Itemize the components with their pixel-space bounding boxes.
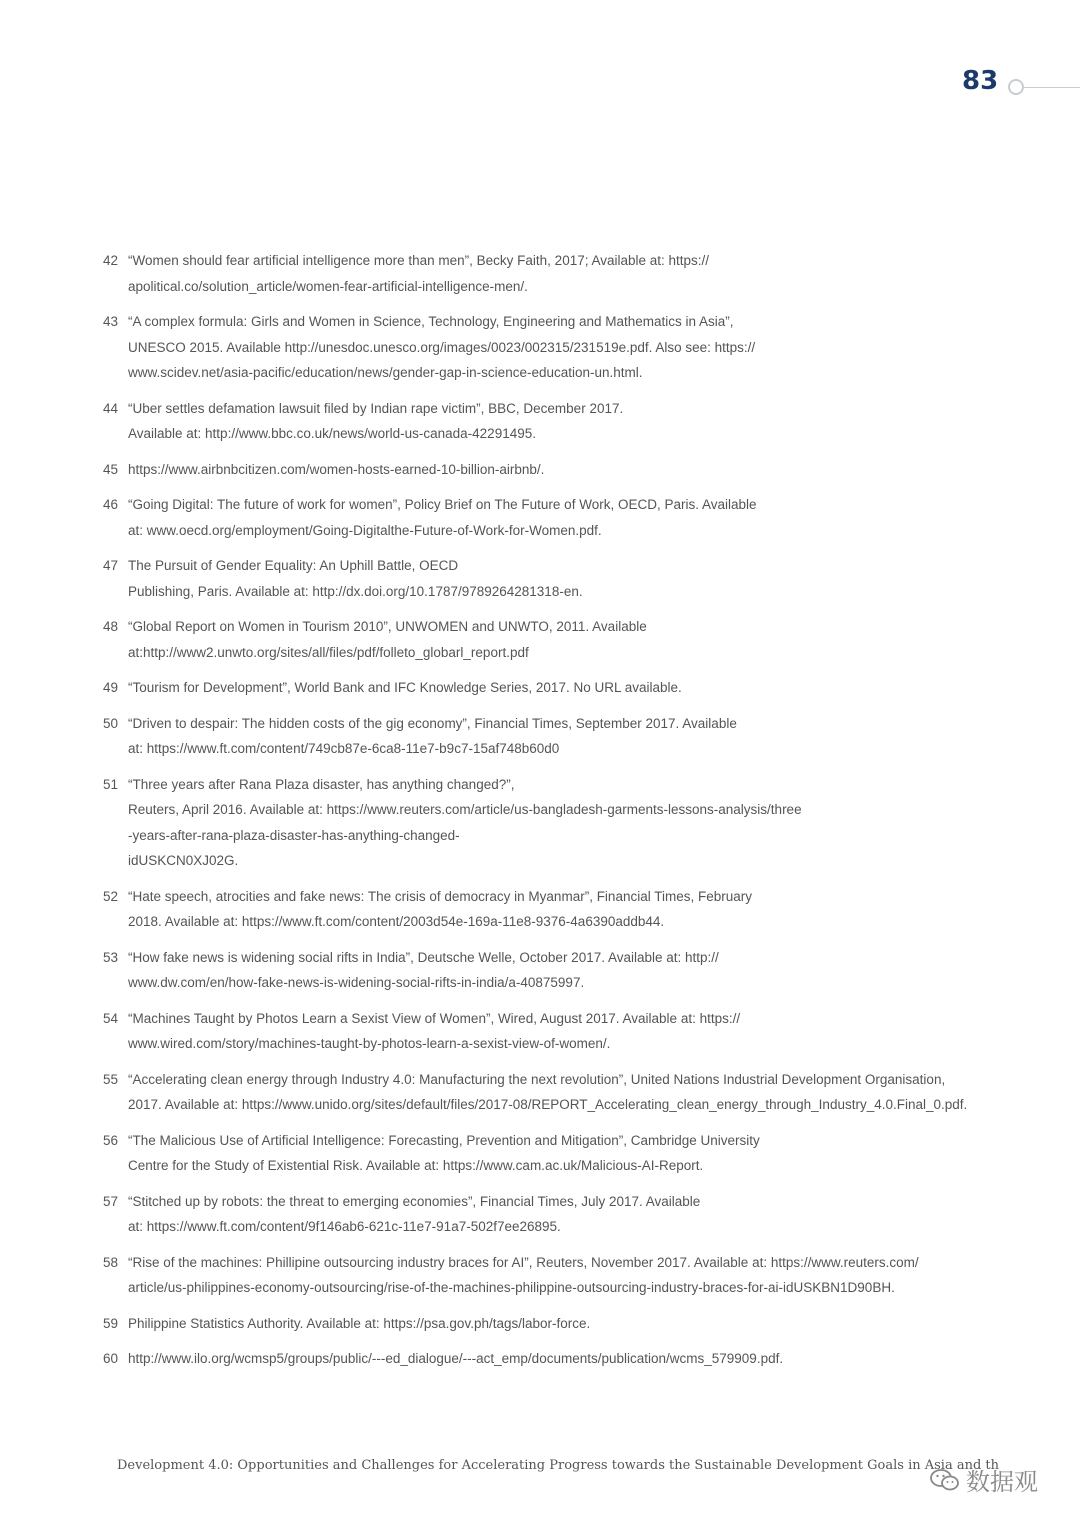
endnote-number: 58	[103, 1254, 119, 1270]
endnote-line: “Hate speech, atrocities and fake news: The crisis of democracy in Myanmar”, Financial Times, February	[128, 888, 752, 904]
endnote-line: 2018. Available at: https://www.ft.com/content/2003d54e-169a-11e8-9376-4a6390addb44.	[128, 914, 665, 929]
endnote-text	[128, 1128, 1003, 1179]
footer-title: Development 4.0: Opportunities and Challenges for Accelerating Progress towards the Sustainable Development Goals in Asia and th	[117, 1458, 1000, 1473]
endnote-item	[103, 675, 1003, 701]
endnote-item	[103, 945, 1003, 996]
endnote-text	[128, 675, 1003, 701]
endnote-text	[128, 457, 1003, 483]
endnote-text	[128, 711, 1003, 762]
watermark-text: 数据观	[966, 1468, 1038, 1496]
endnote-number: 47	[103, 558, 119, 573]
endnote-item	[103, 711, 1003, 762]
page-marker-circle	[1008, 79, 1024, 95]
endnote-text	[128, 772, 1003, 874]
endnote-item	[103, 553, 1003, 604]
endnote-text	[128, 309, 1003, 386]
endnote-line: “Three years after Rana Plaza disaster, has anything changed?”,	[128, 776, 515, 792]
endnote-item	[103, 396, 1003, 447]
endnotes-list	[103, 248, 1003, 1382]
endnote-line: UNESCO 2015. Available http://unesdoc.unesco.org/images/0023/002315/231519e.pdf. Also see: https://	[128, 339, 756, 355]
endnote-line: Available at: http://www.bbc.co.uk/news/world-us-canada-42291495.	[128, 426, 536, 441]
endnote-line: at:http://www2.unwto.org/sites/all/files/pdf/folleto_globarl_report.pdf	[128, 644, 529, 660]
endnote-line: “How fake news is widening social rifts in India”, Deutsche Welle, October 2017. Available at: http://	[128, 949, 719, 965]
endnote-item	[103, 309, 1003, 386]
endnote-line: “Driven to despair: The hidden costs of the gig economy”, Financial Times, September 2017. Available	[128, 715, 737, 731]
endnote-line: at: www.oecd.org/employment/Going-Digitalthe-Future-of-Work-for-Women.pdf.	[128, 522, 602, 538]
endnote-number: 43	[103, 314, 119, 329]
endnote-text	[128, 248, 1003, 299]
endnote-line: idUSKCN0XJ02G.	[128, 853, 239, 868]
endnote-item	[103, 1189, 1003, 1240]
endnote-item	[103, 1006, 1003, 1057]
endnote-text	[128, 1250, 1003, 1301]
endnote-number: 45	[103, 461, 119, 477]
endnote-line: www.scidev.net/asia-pacific/education/news/gender-gap-in-science-education-un.html.	[128, 365, 643, 380]
endnote-line: Centre for the Study of Existential Risk. Available at: https://www.cam.ac.uk/Malicious-AI-Report.	[128, 1158, 704, 1173]
page-marker-rule	[1024, 87, 1080, 88]
endnote-line: “Tourism for Development”, World Bank and IFC Knowledge Series, 2017. No URL available.	[128, 680, 682, 695]
endnote-text	[128, 1006, 1003, 1057]
endnote-text	[128, 1067, 1003, 1118]
endnote-text	[128, 492, 1003, 543]
endnote-text	[128, 396, 1003, 447]
endnote-number: 52	[103, 888, 119, 904]
endnote-text	[128, 1346, 1003, 1372]
endnote-text	[128, 945, 1003, 996]
endnote-item	[103, 1067, 1003, 1118]
endnote-line: http://www.ilo.org/wcmsp5/groups/public/---ed_dialogue/---act_emp/documents/publication/wcms_579909.pdf.	[128, 1351, 784, 1366]
endnote-line: 2017. Available at: https://www.unido.org/sites/default/files/2017-08/REPORT_Accelerating_clean_energy_through_Industry_4.0.Final_0.pdf.	[128, 1097, 968, 1112]
endnote-line: The Pursuit of Gender Equality: An Uphill Battle, OECD	[128, 558, 459, 573]
endnote-item	[103, 772, 1003, 874]
watermark	[930, 1462, 1038, 1497]
endnote-line: Philippine Statistics Authority. Available at: https://psa.gov.ph/tags/labor-force.	[128, 1315, 591, 1331]
endnote-number: 49	[103, 680, 119, 695]
endnote-item	[103, 492, 1003, 543]
endnote-number: 60	[103, 1351, 119, 1366]
endnote-line: “Rise of the machines: Phillipine outsourcing industry braces for AI”, Reuters, November 2017. Available at: https://www.reuters.com/	[128, 1254, 919, 1270]
page-number: 83	[962, 66, 999, 96]
endnote-line: article/us-philippines-economy-outsourcing/rise-of-the-machines-philippine-outsourcing-industry-braces-for-ai-idUSKBN1D90BH.	[128, 1280, 895, 1295]
endnote-line: “Women should fear artificial intelligence more than men”, Becky Faith, 2017; Available at: https://	[128, 253, 710, 268]
endnote-item	[103, 1346, 1003, 1372]
endnote-text	[128, 1311, 1003, 1337]
endnote-number: 51	[103, 776, 119, 792]
endnote-item	[103, 614, 1003, 665]
endnote-line: “Uber settles defamation lawsuit filed by Indian rape victim”, BBC, December 2017.	[128, 400, 624, 416]
endnote-item	[103, 1250, 1003, 1301]
endnote-item	[103, 248, 1003, 299]
endnote-line: www.dw.com/en/how-fake-news-is-widening-social-rifts-in-india/a-40875997.	[128, 975, 585, 990]
endnote-line: https://www.airbnbcitizen.com/women-hosts-earned-10-billion-airbnb/.	[128, 461, 545, 477]
endnote-line: “The Malicious Use of Artificial Intelligence: Forecasting, Prevention and Mitigation”, Cambridge University	[128, 1132, 760, 1148]
endnote-line: “Stitched up by robots: the threat to emerging economies”, Financial Times, July 2017. Available	[128, 1193, 701, 1209]
endnote-number: 46	[103, 497, 119, 512]
wechat-icon	[930, 1468, 960, 1492]
endnote-text	[128, 1189, 1003, 1240]
endnote-line: -years-after-rana-plaza-disaster-has-anything-changed-	[128, 827, 460, 843]
endnote-text	[128, 884, 1003, 935]
endnote-item	[103, 1128, 1003, 1179]
endnote-line: Publishing, Paris. Available at: http://dx.doi.org/10.1787/9789264281318-en.	[128, 583, 583, 599]
endnote-text	[128, 553, 1003, 604]
endnote-line: “Accelerating clean energy through Industry 4.0: Manufacturing the next revolution”, United Nations Industrial Development Organisation,	[128, 1071, 946, 1087]
endnote-line: “Going Digital: The future of work for women”, Policy Brief on The Future of Work, OECD, Paris. Available	[128, 497, 757, 512]
endnote-line: “Machines Taught by Photos Learn a Sexist View of Women”, Wired, August 2017. Available at: https://	[128, 1010, 741, 1026]
endnote-item	[103, 457, 1003, 483]
endnote-number: 53	[103, 949, 119, 965]
endnote-item	[103, 884, 1003, 935]
endnote-number: 55	[103, 1071, 119, 1087]
endnote-number: 57	[103, 1193, 119, 1209]
endnote-line: apolitical.co/solution_article/women-fear-artificial-intelligence-men/.	[128, 278, 528, 294]
endnote-line: at: https://www.ft.com/content/749cb87e-6ca8-11e7-b9c7-15af748b60d0	[128, 741, 560, 756]
endnote-number: 59	[103, 1315, 119, 1331]
endnote-number: 50	[103, 715, 119, 731]
endnote-item	[103, 1311, 1003, 1337]
endnote-line: www.wired.com/story/machines-taught-by-photos-learn-a-sexist-view-of-women/.	[128, 1036, 611, 1051]
endnote-line: “A complex formula: Girls and Women in Science, Technology, Engineering and Mathematics in Asia”,	[128, 314, 734, 329]
endnote-text	[128, 614, 1003, 665]
endnote-number: 48	[103, 619, 119, 634]
endnote-number: 42	[103, 253, 119, 268]
endnote-line: “Global Report on Women in Tourism 2010”, UNWOMEN and UNWTO, 2011. Available	[128, 619, 647, 634]
endnote-number: 54	[103, 1010, 119, 1026]
endnote-number: 44	[103, 400, 119, 416]
endnote-line: Reuters, April 2016. Available at: https://www.reuters.com/article/us-bangladesh-garments-lessons-analysis/three	[128, 802, 802, 817]
endnote-line: at: https://www.ft.com/content/9f146ab6-621c-11e7-91a7-502f7ee26895.	[128, 1219, 561, 1234]
endnote-number: 56	[103, 1132, 119, 1148]
